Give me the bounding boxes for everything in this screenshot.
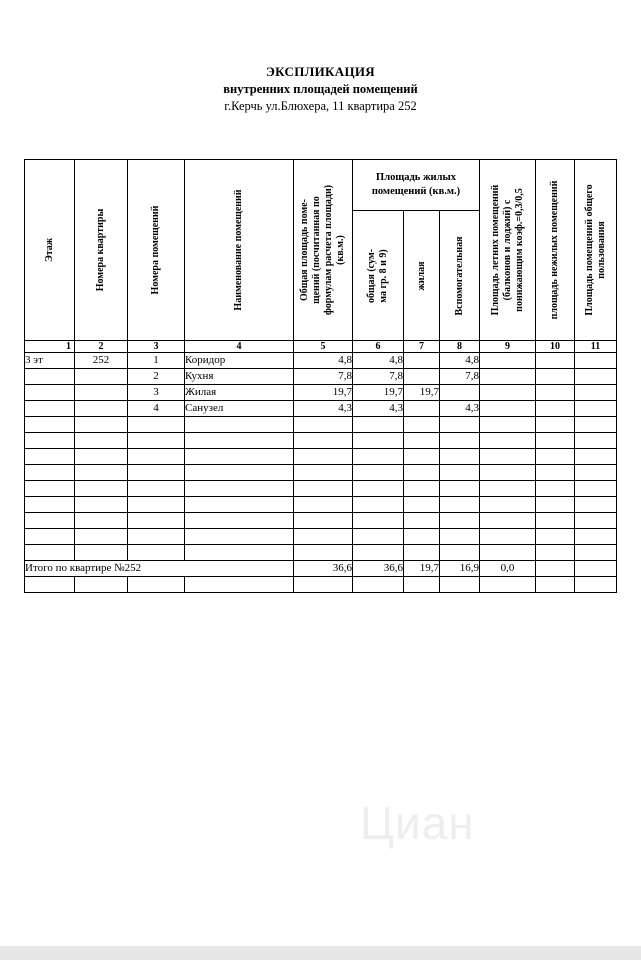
header-common-area: Площадь помещений общего пользования <box>575 160 617 341</box>
total-label: Итого по квартире №252 <box>25 561 294 577</box>
table-row <box>25 369 617 385</box>
header-group-total: общая (сум- ма гр. 8 и 9) <box>353 211 404 341</box>
cell-common <box>575 401 617 417</box>
cell-living: 19,7 <box>404 385 440 401</box>
cell-total: 7,8 <box>294 369 353 385</box>
column-number-row <box>25 341 617 353</box>
cell-nonliving <box>536 353 575 369</box>
total-living-total: 36,6 <box>353 561 404 577</box>
cell-common <box>575 353 617 369</box>
cell-aux <box>440 385 480 401</box>
col-num: 10 <box>536 341 575 353</box>
cell-living-total: 19,7 <box>353 385 404 401</box>
table-row <box>25 385 617 401</box>
cell-aux: 7,8 <box>440 369 480 385</box>
cell-name: Коридор <box>185 353 294 369</box>
cell-aux: 4,3 <box>440 401 480 417</box>
cell-name: Санузел <box>185 401 294 417</box>
document-address: г.Керчь ул.Блюхера, 11 квартира 252 <box>224 99 417 113</box>
total-row <box>25 561 617 577</box>
cell-living-total: 4,3 <box>353 401 404 417</box>
empty-row <box>25 433 617 449</box>
cell-apt <box>75 401 128 417</box>
cell-total: 19,7 <box>294 385 353 401</box>
total-aux: 16,9 <box>440 561 480 577</box>
cell-apt: 252 <box>75 353 128 369</box>
empty-row <box>25 529 617 545</box>
header-group-aux: Вспомогательная <box>440 211 480 341</box>
header-group-living: жилая <box>404 211 440 341</box>
document-subtitle: внутренних площадей помещений <box>223 82 418 96</box>
cell-apt <box>75 369 128 385</box>
col-num: 1 <box>25 341 75 353</box>
cell-room: 4 <box>128 401 185 417</box>
col-num: 3 <box>128 341 185 353</box>
bottom-band <box>0 946 641 960</box>
header-summer-area: Площадь летних помещений (балконов и лоджий) с понижающим коэф.=0,3/0,5 <box>480 160 536 341</box>
empty-row <box>25 545 617 561</box>
cell-total: 4,8 <box>294 353 353 369</box>
empty-row <box>25 481 617 497</box>
cell-living <box>404 401 440 417</box>
header-apartment-no: Номера квартиры <box>75 160 128 341</box>
cell-name: Жилая <box>185 385 294 401</box>
empty-row <box>25 449 617 465</box>
header-room-no: Номера помещений <box>128 160 185 341</box>
total-living: 19,7 <box>404 561 440 577</box>
cell-summer <box>480 385 536 401</box>
header-total-area: Общая площадь поме- щений (посчитанная по формулам расчета площади) (кв.м.) <box>294 160 353 341</box>
col-num: 8 <box>440 341 480 353</box>
total-common <box>575 561 617 577</box>
empty-row <box>25 465 617 481</box>
header-living-group: Площадь жилых помещений (кв.м.) <box>353 160 480 211</box>
col-num: 7 <box>404 341 440 353</box>
cell-summer <box>480 353 536 369</box>
cell-nonliving <box>536 401 575 417</box>
cell-living <box>404 369 440 385</box>
cell-room: 3 <box>128 385 185 401</box>
total-area: 36,6 <box>294 561 353 577</box>
cell-apt <box>75 385 128 401</box>
empty-row <box>25 513 617 529</box>
document-title: ЭКСПЛИКАЦИЯ <box>266 64 375 79</box>
cell-floor <box>25 369 75 385</box>
col-num: 2 <box>75 341 128 353</box>
cell-room: 1 <box>128 353 185 369</box>
cell-floor <box>25 385 75 401</box>
cell-living-total: 7,8 <box>353 369 404 385</box>
explication-table <box>24 159 617 593</box>
cell-common <box>575 385 617 401</box>
total-nonliving <box>536 561 575 577</box>
header-row <box>25 160 617 211</box>
cell-summer <box>480 369 536 385</box>
header-room-name: Наименование помещений <box>185 160 294 341</box>
cell-floor <box>25 401 75 417</box>
col-num: 5 <box>294 341 353 353</box>
cell-total: 4,3 <box>294 401 353 417</box>
table-row <box>25 401 617 417</box>
cell-nonliving <box>536 369 575 385</box>
watermark-logo: Циан <box>360 797 475 849</box>
empty-row <box>25 577 617 593</box>
cell-living <box>404 353 440 369</box>
cell-summer <box>480 401 536 417</box>
cell-nonliving <box>536 385 575 401</box>
cell-name: Кухня <box>185 369 294 385</box>
cell-living-total: 4,8 <box>353 353 404 369</box>
header-floor: Этаж <box>25 160 75 341</box>
col-num: 9 <box>480 341 536 353</box>
cell-common <box>575 369 617 385</box>
empty-row <box>25 417 617 433</box>
table-row <box>25 353 617 369</box>
cell-floor: 3 эт <box>25 353 75 369</box>
cell-room: 2 <box>128 369 185 385</box>
header-non-living: площадь нежилых помещений <box>536 160 575 341</box>
col-num: 6 <box>353 341 404 353</box>
col-num: 4 <box>185 341 294 353</box>
col-num: 11 <box>575 341 617 353</box>
cell-aux: 4,8 <box>440 353 480 369</box>
empty-row <box>25 497 617 513</box>
total-summer: 0,0 <box>480 561 536 577</box>
